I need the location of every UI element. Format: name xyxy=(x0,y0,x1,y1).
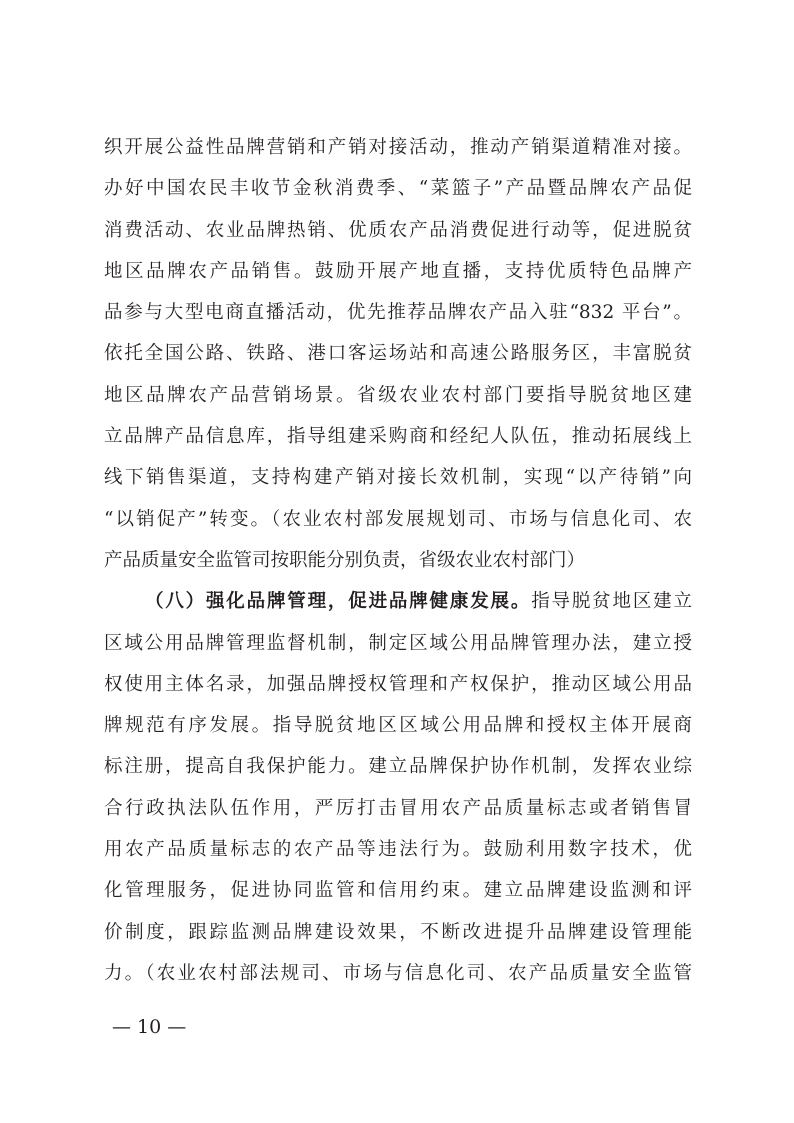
text-line: 地区品牌农产品营销场景。省级农业农村部门要指导脱贫地区建 xyxy=(104,384,692,406)
text-line: 地区品牌农产品销售。鼓励开展产地直播，支持优质特色品牌产 xyxy=(104,260,692,282)
text-line: “以销促产”转变。（农业农村部发展规划司、市场与信息化司、农 xyxy=(104,508,692,530)
body-text xyxy=(104,127,692,994)
page-number: — 10 — xyxy=(112,1016,187,1038)
text-line: 力。（农业农村部法规司、市场与信息化司、农产品质量安全监管 xyxy=(104,962,692,984)
text-line: 标注册，提高自我保护能力。建立品牌保护协作机制，发挥农业综 xyxy=(104,756,692,778)
section-heading: （八）强化品牌管理，促进品牌健康发展。 xyxy=(145,591,532,613)
text-line: 牌规范有序发展。指导脱贫地区区域公用品牌和授权主体开展商 xyxy=(104,715,692,737)
text-line: 价制度，跟踪监测品牌建设效果，不断改进提升品牌建设管理能 xyxy=(104,921,692,943)
text-line: 化管理服务，促进协同监管和信用约束。建立品牌建设监测和评 xyxy=(104,880,692,902)
section-heading-line-rest: 指导脱贫地区建立 xyxy=(531,591,692,613)
section-heading-line xyxy=(104,581,692,622)
text-line: 依托全国公路、铁路、港口客运场站和高速公路服务区，丰富脱贫 xyxy=(104,343,692,365)
text-line: 办好中国农民丰收节金秋消费季、“菜篮子”产品暨品牌农产品促 xyxy=(104,178,692,200)
text-line: 线下销售渠道，支持构建产销对接长效机制，实现“以产待销”向 xyxy=(104,467,692,489)
text-line: 品参与大型电商直播活动，优先推荐品牌农产品入驻“832 平台”。 xyxy=(104,302,692,324)
text-line: 权使用主体名录，加强品牌授权管理和产权保护，推动区域公用品 xyxy=(104,673,692,695)
text-line: 合行政执法队伍作用，严厉打击冒用农产品质量标志或者销售冒 xyxy=(104,797,692,819)
text-line: 产品质量安全监管司按职能分别负责，省级农业农村部门） xyxy=(104,549,586,571)
text-line: 立品牌产品信息库，指导组建采购商和经纪人队伍，推动拓展线上 xyxy=(104,426,692,448)
text-line: 织开展公益性品牌营销和产销对接活动，推动产销渠道精准对接。 xyxy=(104,137,692,158)
text-line: 用农产品质量标志的农产品等违法行为。鼓励利用数字技术，优 xyxy=(104,839,692,861)
text-line: 消费活动、农业品牌热销、优质农产品消费促进行动等，促进脱贫 xyxy=(104,219,692,241)
text-line: 区域公用品牌管理监督机制，制定区域公用品牌管理办法，建立授 xyxy=(104,632,692,654)
